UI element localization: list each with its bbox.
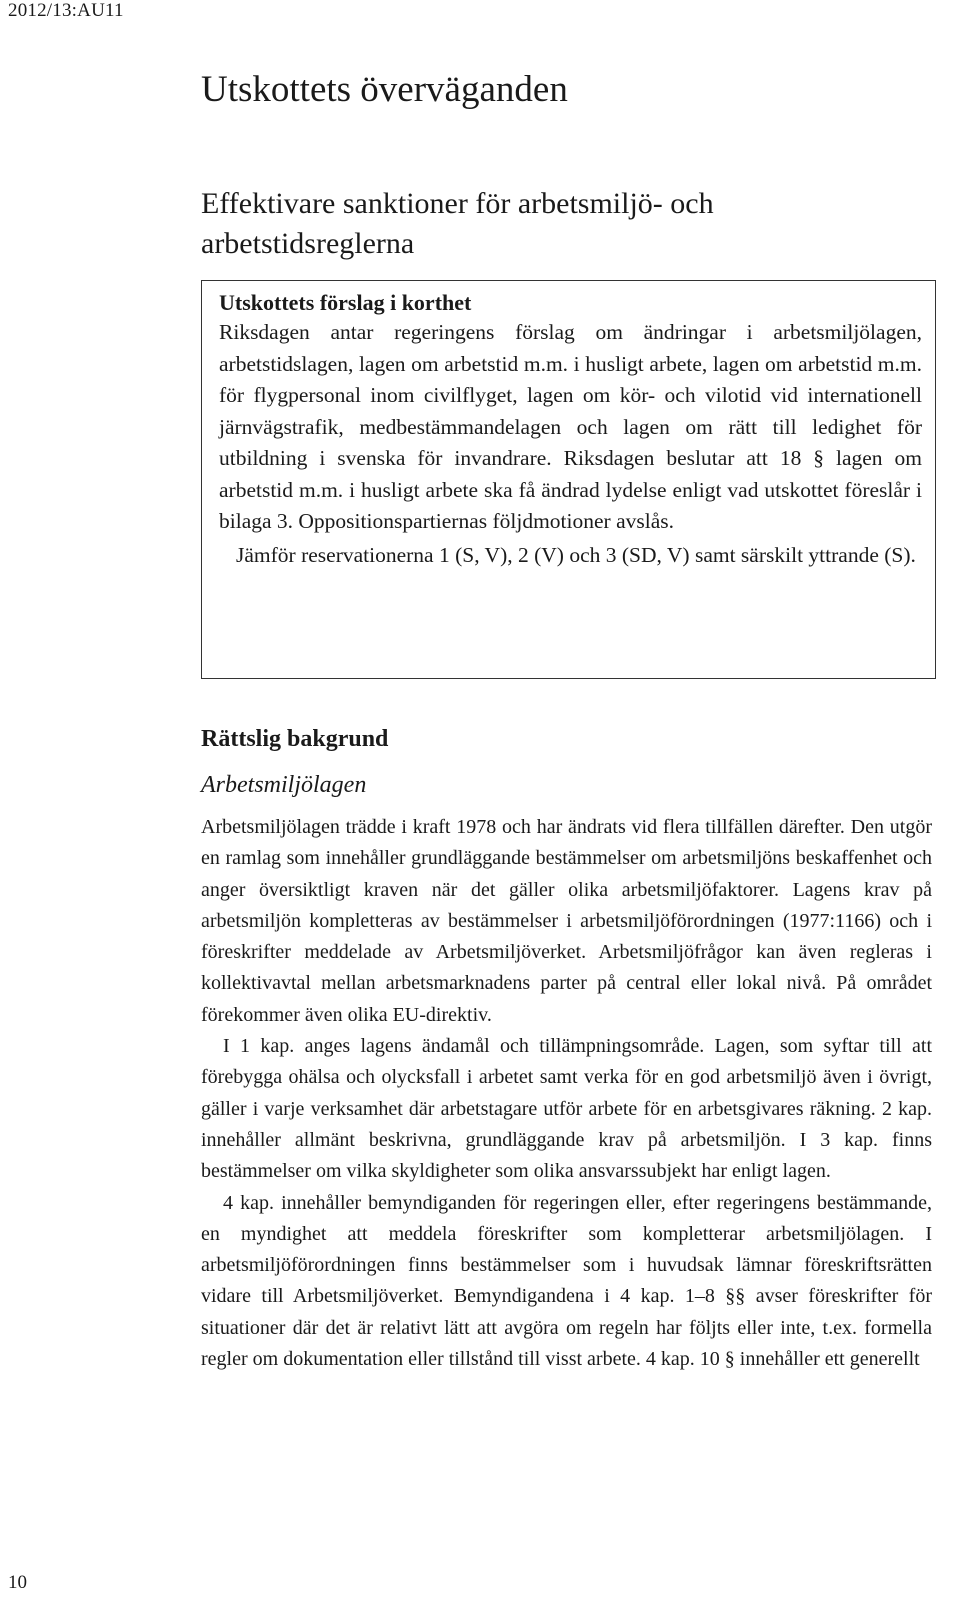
subsection-title: Effektivare sanktioner för arbetsmiljö- och arbetstidsreglerna (201, 187, 714, 260)
body-paragraph: Arbetsmiljölagen trädde i kraft 1978 och har ändrats vid flera tillfällen därefter. Den utgör en ramlag som innehåller grundläggande bestämmelser om arbetsmiljöns beskaffenhet och anger översiktligt kraven när det gäller olika arbetsmiljöfaktorer. Lagens krav på arbetsmiljön kompletteras av bestämmelser i arbetsmiljöförordningen (1977:1166) och i föreskrifter meddelade av Arbetsmiljöverket. Arbetsmiljöfrågor kan även regleras i kollektivavtal mellan arbetsmarknadens parter på central eller lokal nivå. På området förekommer även olika EU-direktiv. (201, 816, 932, 1026)
document-reference: 2012/13:AU11 (8, 0, 124, 21)
background-heading: Rättslig bakgrund (201, 726, 389, 752)
summary-box (201, 280, 936, 679)
summary-paragraph: Riksdagen antar regeringens förslag om ändringar i arbetsmiljölagen, arbetstidslagen, lagen om arbetstid m.m. i husligt arbete, lagen om arbetstid m.m. för flygpersonal inom civilflyget, lagen om kör- och vilotid vid internationell järnvägstrafik, medbestämmandelagen och lagen om rätt till ledighet för utbildning i svenska för invandrare. Riksdagen beslutar att 18 § lagen om arbetstid m.m. i husligt arbete ska få ändrad lydelse enligt vad utskottet föreslår i bilaga 3. Oppositionspartiernas följdmotioner avslås. (219, 320, 922, 533)
summary-heading: Utskottets förslag i korthet (219, 290, 472, 315)
summary-reservations-paragraph: Jämför reservationerna 1 (S, V), 2 (V) och 3 (SD, V) samt särskilt yttrande (S). (236, 542, 916, 567)
page-number: 10 (8, 1572, 27, 1593)
section-title: Utskottets överväganden (201, 69, 568, 110)
body-text (201, 812, 932, 1375)
body-paragraph: I 1 kap. anges lagens ändamål och tillämpningsområde. Lagen, som syftar till att förebygga ohälsa och olycksfall i arbetet samt verka för en god arbetsmiljö även i övrigt, gäller i varje verksamhet där arbetstagare utför arbete för en arbetsgivares räkning. 2 kap. innehåller allmänt beskrivna, grundläggande krav på arbetsmiljön. I 3 kap. finns bestämmelser om vilka skyldigheter som olika ansvarssubjekt har enligt lagen. (201, 1035, 932, 1183)
body-paragraph: 4 kap. innehåller bemyndiganden för regeringen eller, efter regeringens bestämmande, en myndighet att meddela föreskrifter som kompletterar arbetsmiljölagen. I arbetsmiljöförordningen finns bestämmelser som i huvudsak lämnar föreskriftsrätten vidare till Arbetsmiljöverket. Bemyndigandena i 4 kap. 1–8 §§ avser föreskrifter för situationer där det är relativt lätt att avgöra om regeln har följts eller inte, t.ex. formella regler om dokumentation eller tillstånd till visst arbete. 4 kap. 10 § innehåller ett generellt (201, 1191, 932, 1371)
background-subheading: Arbetsmiljölagen (201, 772, 367, 798)
